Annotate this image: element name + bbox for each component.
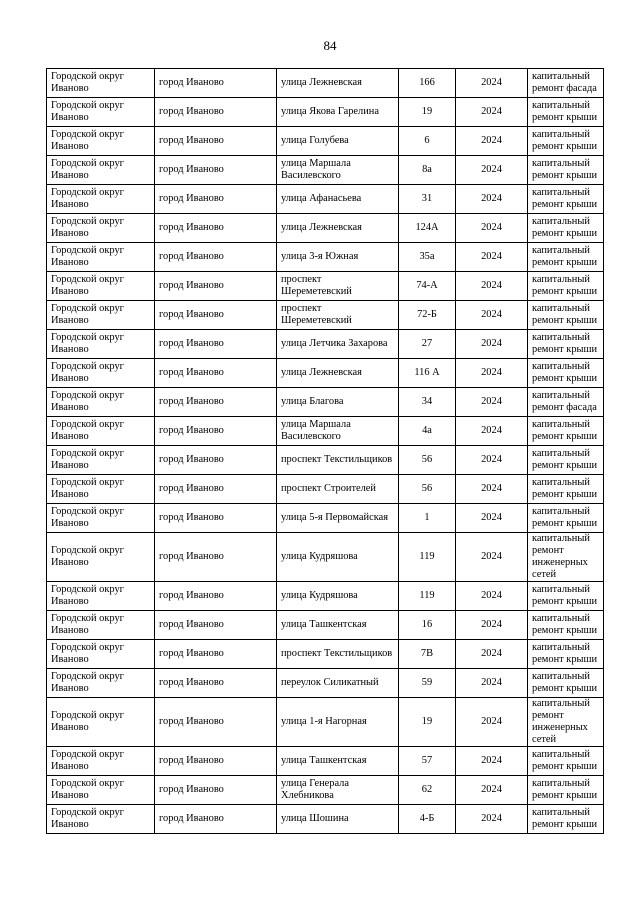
house-cell: 4а [399,417,456,446]
table-row [47,301,604,330]
district-cell: Городской округ Иваново [47,504,155,533]
house-cell: 34 [399,388,456,417]
work-cell: капитальный ремонт крыши [528,805,604,834]
house-cell: 72-Б [399,301,456,330]
district-cell: Городской округ Иваново [47,243,155,272]
city-cell: город Иваново [155,747,277,776]
year-cell: 2024 [456,243,528,272]
house-cell: 35а [399,243,456,272]
city-cell: город Иваново [155,446,277,475]
district-cell: Городской округ Иваново [47,330,155,359]
house-cell: 7В [399,640,456,669]
house-cell: 57 [399,747,456,776]
city-cell: город Иваново [155,127,277,156]
house-cell: 116 А [399,359,456,388]
work-cell: капитальный ремонт инженерных сетей [528,533,604,582]
house-cell: 56 [399,475,456,504]
table-row [47,747,604,776]
street-cell: улица Благова [277,388,399,417]
house-cell: 62 [399,776,456,805]
year-cell: 2024 [456,127,528,156]
year-cell: 2024 [456,669,528,698]
city-cell: город Иваново [155,669,277,698]
table-row [47,582,604,611]
city-cell: город Иваново [155,243,277,272]
street-cell: проспект Шереметевский [277,272,399,301]
page-number: 84 [323,38,337,53]
city-cell: город Иваново [155,388,277,417]
year-cell: 2024 [456,747,528,776]
street-cell: улица 3-я Южная [277,243,399,272]
district-cell: Городской округ Иваново [47,185,155,214]
work-cell: капитальный ремонт крыши [528,747,604,776]
work-cell: капитальный ремонт крыши [528,243,604,272]
year-cell: 2024 [456,388,528,417]
street-cell: проспект Текстильщиков [277,446,399,475]
year-cell: 2024 [456,417,528,446]
house-cell: 19 [399,98,456,127]
table-row [47,272,604,301]
work-cell: капитальный ремонт крыши [528,417,604,446]
street-cell: улица Ташкентская [277,611,399,640]
city-cell: город Иваново [155,69,277,98]
street-cell: улица Афанасьева [277,185,399,214]
table-row [47,69,604,98]
table-row [47,640,604,669]
district-cell: Городской округ Иваново [47,98,155,127]
district-cell: Городской округ Иваново [47,475,155,504]
house-cell: 8а [399,156,456,185]
year-cell: 2024 [456,475,528,504]
year-cell: 2024 [456,185,528,214]
table-row [47,417,604,446]
table-row [47,359,604,388]
year-cell: 2024 [456,214,528,243]
work-cell: капитальный ремонт крыши [528,127,604,156]
table-row [47,611,604,640]
work-cell: капитальный ремонт крыши [528,330,604,359]
house-cell: 59 [399,669,456,698]
table-row [47,475,604,504]
year-cell: 2024 [456,504,528,533]
work-cell: капитальный ремонт крыши [528,272,604,301]
city-cell: город Иваново [155,214,277,243]
house-cell: 16 [399,611,456,640]
table-row [47,185,604,214]
table-row [47,330,604,359]
street-cell: улица Генерала Хлебникова [277,776,399,805]
work-cell: капитальный ремонт крыши [528,582,604,611]
table-row [47,533,604,582]
year-cell: 2024 [456,98,528,127]
district-cell: Городской округ Иваново [47,359,155,388]
year-cell: 2024 [456,776,528,805]
district-cell: Городской округ Иваново [47,669,155,698]
house-cell: 166 [399,69,456,98]
city-cell: город Иваново [155,330,277,359]
street-cell: переулок Силикатный [277,669,399,698]
district-cell: Городской округ Иваново [47,156,155,185]
table-row [47,805,604,834]
district-cell: Городской округ Иваново [47,776,155,805]
house-cell: 56 [399,446,456,475]
table-row [47,388,604,417]
district-cell: Городской округ Иваново [47,446,155,475]
district-cell: Городской округ Иваново [47,214,155,243]
year-cell: 2024 [456,69,528,98]
district-cell: Городской округ Иваново [47,69,155,98]
street-cell: улица Лежневская [277,359,399,388]
house-cell: 119 [399,582,456,611]
work-cell: капитальный ремонт крыши [528,214,604,243]
table-row [47,214,604,243]
city-cell: город Иваново [155,776,277,805]
work-cell: капитальный ремонт крыши [528,640,604,669]
year-cell: 2024 [456,640,528,669]
house-cell: 19 [399,698,456,747]
year-cell: 2024 [456,330,528,359]
district-cell: Городской округ Иваново [47,805,155,834]
work-cell: капитальный ремонт крыши [528,475,604,504]
work-cell: капитальный ремонт крыши [528,504,604,533]
street-cell: улица Лежневская [277,214,399,243]
city-cell: город Иваново [155,301,277,330]
work-cell: капитальный ремонт крыши [528,776,604,805]
repair-table [46,68,604,834]
work-cell: капитальный ремонт крыши [528,301,604,330]
district-cell: Городской округ Иваново [47,272,155,301]
work-cell: капитальный ремонт фасада [528,388,604,417]
street-cell: улица Кудряшова [277,582,399,611]
street-cell: улица Якова Гарелина [277,98,399,127]
city-cell: город Иваново [155,359,277,388]
street-cell: проспект Текстильщиков [277,640,399,669]
street-cell: улица Шошина [277,805,399,834]
table-row [47,698,604,747]
year-cell: 2024 [456,582,528,611]
district-cell: Городской округ Иваново [47,533,155,582]
house-cell: 124А [399,214,456,243]
table-row [47,156,604,185]
street-cell: улица 1-я Нагорная [277,698,399,747]
city-cell: город Иваново [155,98,277,127]
table-row [47,446,604,475]
table-row [47,243,604,272]
city-cell: город Иваново [155,640,277,669]
year-cell: 2024 [456,805,528,834]
street-cell: проспект Строителей [277,475,399,504]
district-cell: Городской округ Иваново [47,388,155,417]
street-cell: улица Летчика Захарова [277,330,399,359]
city-cell: город Иваново [155,611,277,640]
work-cell: капитальный ремонт крыши [528,446,604,475]
house-cell: 119 [399,533,456,582]
street-cell: улица Голубева [277,127,399,156]
city-cell: город Иваново [155,805,277,834]
street-cell: улица Ташкентская [277,747,399,776]
city-cell: город Иваново [155,582,277,611]
year-cell: 2024 [456,446,528,475]
street-cell: улица Маршала Василевского [277,417,399,446]
work-cell: капитальный ремонт крыши [528,611,604,640]
year-cell: 2024 [456,359,528,388]
table-body [47,69,604,834]
city-cell: город Иваново [155,156,277,185]
district-cell: Городской округ Иваново [47,301,155,330]
work-cell: капитальный ремонт крыши [528,359,604,388]
street-cell: проспект Шереметевский [277,301,399,330]
city-cell: город Иваново [155,417,277,446]
house-cell: 6 [399,127,456,156]
table-row [47,127,604,156]
district-cell: Городской округ Иваново [47,747,155,776]
work-cell: капитальный ремонт крыши [528,98,604,127]
city-cell: город Иваново [155,272,277,301]
street-cell: улица Лежневская [277,69,399,98]
year-cell: 2024 [456,698,528,747]
house-cell: 31 [399,185,456,214]
year-cell: 2024 [456,301,528,330]
city-cell: город Иваново [155,698,277,747]
street-cell: улица Кудряшова [277,533,399,582]
district-cell: Городской округ Иваново [47,611,155,640]
house-cell: 74-А [399,272,456,301]
table-row [47,776,604,805]
district-cell: Городской округ Иваново [47,698,155,747]
street-cell: улица Маршала Василевского [277,156,399,185]
house-cell: 4-Б [399,805,456,834]
work-cell: капитальный ремонт крыши [528,669,604,698]
house-cell: 27 [399,330,456,359]
district-cell: Городской округ Иваново [47,127,155,156]
street-cell: улица 5-я Первомайская [277,504,399,533]
work-cell: капитальный ремонт фасада [528,69,604,98]
year-cell: 2024 [456,156,528,185]
district-cell: Городской округ Иваново [47,582,155,611]
house-cell: 1 [399,504,456,533]
year-cell: 2024 [456,611,528,640]
city-cell: город Иваново [155,504,277,533]
year-cell: 2024 [456,533,528,582]
work-cell: капитальный ремонт инженерных сетей [528,698,604,747]
table-row [47,98,604,127]
city-cell: город Иваново [155,185,277,214]
city-cell: город Иваново [155,533,277,582]
table-row [47,504,604,533]
year-cell: 2024 [456,272,528,301]
table-row [47,669,604,698]
city-cell: город Иваново [155,475,277,504]
work-cell: капитальный ремонт крыши [528,185,604,214]
district-cell: Городской округ Иваново [47,417,155,446]
district-cell: Городской округ Иваново [47,640,155,669]
work-cell: капитальный ремонт крыши [528,156,604,185]
